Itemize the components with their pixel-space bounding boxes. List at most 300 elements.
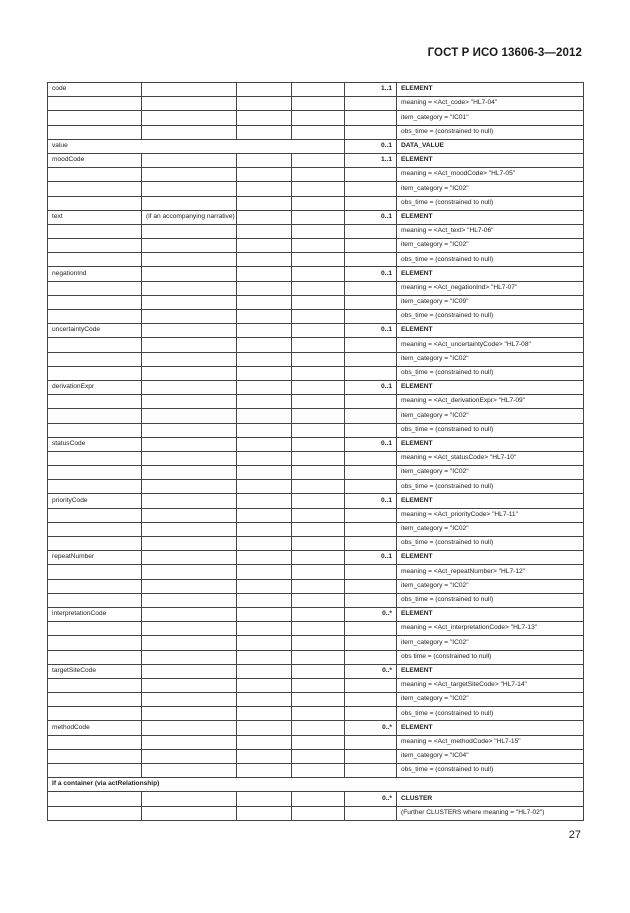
blank-cell bbox=[292, 324, 345, 338]
blank-cell bbox=[292, 224, 345, 238]
condition-cell bbox=[142, 224, 237, 238]
condition-cell bbox=[142, 153, 237, 167]
rim-attribute-cell bbox=[48, 735, 142, 749]
table-row bbox=[48, 295, 584, 309]
blank-cell bbox=[237, 423, 292, 437]
blank-cell bbox=[292, 253, 345, 267]
blank-cell bbox=[237, 451, 292, 465]
blank-cell bbox=[237, 153, 292, 167]
cardinality-cell bbox=[345, 806, 397, 820]
en13606-spec-cell: (Further CLUSTERS where meaning = "HL7-02") bbox=[397, 806, 584, 820]
rim-attribute-cell bbox=[48, 338, 142, 352]
cardinality-cell bbox=[345, 678, 397, 692]
blank-cell bbox=[237, 310, 292, 324]
en13606-spec-cell: ELEMENT bbox=[397, 380, 584, 394]
rim-attribute-cell bbox=[48, 239, 142, 253]
blank-cell bbox=[237, 409, 292, 423]
en13606-spec-cell: meaning = <Act_statusCode> "HL7-10" bbox=[397, 451, 584, 465]
blank-cell bbox=[237, 593, 292, 607]
table-row bbox=[48, 792, 584, 806]
rim-attribute-cell: value bbox=[48, 139, 345, 153]
blank-cell bbox=[292, 210, 345, 224]
blank-cell bbox=[292, 593, 345, 607]
condition-cell bbox=[142, 565, 237, 579]
condition-cell bbox=[142, 636, 237, 650]
condition-cell bbox=[142, 551, 237, 565]
cardinality-cell bbox=[345, 97, 397, 111]
condition-cell bbox=[142, 196, 237, 210]
blank-cell bbox=[292, 239, 345, 253]
rim-attribute-cell bbox=[48, 565, 142, 579]
rim-attribute-cell bbox=[48, 764, 142, 778]
table-row bbox=[48, 721, 584, 735]
en13606-spec-cell: obs time = (constrained to null) bbox=[397, 650, 584, 664]
condition-cell bbox=[142, 508, 237, 522]
cardinality-cell bbox=[345, 395, 397, 409]
rim-attribute-cell bbox=[48, 253, 142, 267]
condition-cell bbox=[142, 267, 237, 281]
cardinality-cell bbox=[345, 451, 397, 465]
rim-attribute-cell bbox=[48, 622, 142, 636]
blank-cell bbox=[237, 735, 292, 749]
condition-cell bbox=[142, 239, 237, 253]
en13606-spec-cell: obs_time = (constrained to null) bbox=[397, 764, 584, 778]
condition-cell: (if an accompanying narrative) bbox=[142, 210, 237, 224]
blank-cell bbox=[292, 537, 345, 551]
blank-cell bbox=[292, 267, 345, 281]
table-row bbox=[48, 153, 584, 167]
cardinality-cell bbox=[345, 764, 397, 778]
cardinality-cell: 1..1 bbox=[345, 83, 397, 97]
blank-cell bbox=[292, 678, 345, 692]
table-row bbox=[48, 423, 584, 437]
blank-cell bbox=[237, 650, 292, 664]
table-row bbox=[48, 537, 584, 551]
table-row bbox=[48, 451, 584, 465]
condition-cell bbox=[142, 721, 237, 735]
en13606-spec-cell: ELEMENT bbox=[397, 551, 584, 565]
table-row bbox=[48, 409, 584, 423]
en13606-spec-cell: ELEMENT bbox=[397, 721, 584, 735]
table-row bbox=[48, 437, 584, 451]
rim-attribute-cell: negationInd bbox=[48, 267, 142, 281]
blank-cell bbox=[292, 366, 345, 380]
rim-attribute-cell bbox=[48, 508, 142, 522]
cardinality-cell bbox=[345, 565, 397, 579]
blank-cell bbox=[237, 224, 292, 238]
blank-cell bbox=[237, 281, 292, 295]
rim-attribute-cell bbox=[48, 650, 142, 664]
table-row bbox=[48, 693, 584, 707]
table-row bbox=[48, 281, 584, 295]
condition-cell bbox=[142, 522, 237, 536]
rim-attribute-cell bbox=[48, 395, 142, 409]
table-row bbox=[48, 494, 584, 508]
condition-cell bbox=[142, 678, 237, 692]
table-row bbox=[48, 678, 584, 692]
en13606-spec-cell: item_category = "IC02" bbox=[397, 693, 584, 707]
cardinality-cell bbox=[345, 650, 397, 664]
condition-cell bbox=[142, 83, 237, 97]
blank-cell bbox=[237, 579, 292, 593]
en13606-spec-cell: obs_time = (constrained to null) bbox=[397, 537, 584, 551]
blank-cell bbox=[292, 707, 345, 721]
cardinality-cell bbox=[345, 579, 397, 593]
blank-cell bbox=[237, 196, 292, 210]
rim-attribute-cell: repeatNumber bbox=[48, 551, 142, 565]
en13606-spec-cell: meaning = <Act_text> "HL7-06" bbox=[397, 224, 584, 238]
condition-cell bbox=[142, 735, 237, 749]
cardinality-cell bbox=[345, 253, 397, 267]
table-row bbox=[48, 622, 584, 636]
blank-cell bbox=[237, 338, 292, 352]
blank-cell bbox=[237, 267, 292, 281]
rim-attribute-cell bbox=[48, 295, 142, 309]
blank-cell bbox=[292, 565, 345, 579]
cardinality-cell bbox=[345, 239, 397, 253]
rim-attribute-cell bbox=[48, 366, 142, 380]
rim-attribute-cell bbox=[48, 352, 142, 366]
blank-cell bbox=[237, 437, 292, 451]
table-row bbox=[48, 508, 584, 522]
rim-attribute-cell bbox=[48, 593, 142, 607]
blank-cell bbox=[237, 97, 292, 111]
blank-cell bbox=[237, 182, 292, 196]
table-row bbox=[48, 395, 584, 409]
table-row bbox=[48, 579, 584, 593]
rim-attribute-cell: text bbox=[48, 210, 142, 224]
condition-cell bbox=[142, 466, 237, 480]
rim-attribute-cell bbox=[48, 409, 142, 423]
blank-cell bbox=[292, 735, 345, 749]
table-row bbox=[48, 664, 584, 678]
blank-cell bbox=[237, 565, 292, 579]
cardinality-cell: 0..* bbox=[345, 607, 397, 621]
blank-cell bbox=[237, 707, 292, 721]
cardinality-cell bbox=[345, 423, 397, 437]
rim-attribute-cell bbox=[48, 806, 142, 820]
condition-cell bbox=[142, 593, 237, 607]
cardinality-cell bbox=[345, 749, 397, 763]
blank-cell bbox=[292, 409, 345, 423]
rim-attribute-cell: interpretationCode bbox=[48, 607, 142, 621]
blank-cell bbox=[292, 182, 345, 196]
blank-cell bbox=[237, 295, 292, 309]
cardinality-cell bbox=[345, 182, 397, 196]
condition-cell bbox=[142, 693, 237, 707]
blank-cell bbox=[292, 83, 345, 97]
blank-cell bbox=[237, 466, 292, 480]
cardinality-cell bbox=[345, 480, 397, 494]
en13606-spec-cell: item_category = "IC02" bbox=[397, 352, 584, 366]
rim-attribute-cell bbox=[48, 423, 142, 437]
rim-attribute-cell bbox=[48, 522, 142, 536]
blank-cell bbox=[292, 395, 345, 409]
blank-cell bbox=[292, 295, 345, 309]
rim-attribute-cell: priorityCode bbox=[48, 494, 142, 508]
condition-cell bbox=[142, 168, 237, 182]
rim-attribute-cell bbox=[48, 196, 142, 210]
en13606-spec-cell: obs_time = (constrained to null) bbox=[397, 707, 584, 721]
blank-cell bbox=[292, 466, 345, 480]
table-row bbox=[48, 267, 584, 281]
blank-cell bbox=[292, 494, 345, 508]
cardinality-cell bbox=[345, 593, 397, 607]
condition-cell bbox=[142, 806, 237, 820]
en13606-spec-cell: ELEMENT bbox=[397, 664, 584, 678]
blank-cell bbox=[237, 253, 292, 267]
en13606-spec-cell: ELEMENT bbox=[397, 324, 584, 338]
rim-attribute-cell: derivationExpr bbox=[48, 380, 142, 394]
blank-cell bbox=[292, 423, 345, 437]
blank-cell bbox=[292, 622, 345, 636]
blank-cell bbox=[292, 153, 345, 167]
blank-cell bbox=[237, 380, 292, 394]
blank-cell bbox=[237, 636, 292, 650]
blank-cell bbox=[237, 324, 292, 338]
rim-attribute-cell bbox=[48, 281, 142, 295]
condition-cell bbox=[142, 749, 237, 763]
cardinality-cell bbox=[345, 508, 397, 522]
condition-cell bbox=[142, 324, 237, 338]
blank-cell bbox=[237, 508, 292, 522]
en13606-spec-cell: ELEMENT bbox=[397, 153, 584, 167]
table-row bbox=[48, 111, 584, 125]
blank-cell bbox=[237, 664, 292, 678]
blank-cell bbox=[237, 366, 292, 380]
en13606-spec-cell: ELEMENT bbox=[397, 210, 584, 224]
condition-cell bbox=[142, 494, 237, 508]
blank-cell bbox=[237, 352, 292, 366]
table-row bbox=[48, 338, 584, 352]
rim-attribute-cell: statusCode bbox=[48, 437, 142, 451]
rim-attribute-cell: targetSiteCode bbox=[48, 664, 142, 678]
condition-cell bbox=[142, 182, 237, 196]
cardinality-cell bbox=[345, 111, 397, 125]
table-row bbox=[48, 324, 584, 338]
blank-cell bbox=[292, 721, 345, 735]
condition-cell bbox=[142, 111, 237, 125]
table-row bbox=[48, 210, 584, 224]
table-row bbox=[48, 239, 584, 253]
rim-attribute-cell: code bbox=[48, 83, 142, 97]
rim-attribute-cell bbox=[48, 168, 142, 182]
table-row bbox=[48, 352, 584, 366]
rim-attribute-cell bbox=[48, 480, 142, 494]
condition-cell bbox=[142, 281, 237, 295]
table-row bbox=[48, 366, 584, 380]
en13606-spec-cell: item_category = "IC02" bbox=[397, 636, 584, 650]
cardinality-cell bbox=[345, 310, 397, 324]
table-row bbox=[48, 764, 584, 778]
table-row bbox=[48, 168, 584, 182]
cardinality-cell bbox=[345, 622, 397, 636]
rim-attribute-cell bbox=[48, 310, 142, 324]
en13606-spec-cell: item_category = "IC04" bbox=[397, 749, 584, 763]
blank-cell bbox=[237, 395, 292, 409]
table-row bbox=[48, 522, 584, 536]
cardinality-cell: 0..1 bbox=[345, 437, 397, 451]
cardinality-cell bbox=[345, 281, 397, 295]
cardinality-cell: 0..* bbox=[345, 664, 397, 678]
cardinality-cell bbox=[345, 352, 397, 366]
blank-cell bbox=[237, 806, 292, 820]
blank-cell bbox=[292, 338, 345, 352]
condition-cell bbox=[142, 423, 237, 437]
en13606-spec-cell: ELEMENT bbox=[397, 494, 584, 508]
blank-cell bbox=[237, 792, 292, 806]
table-row bbox=[48, 97, 584, 111]
condition-cell bbox=[142, 622, 237, 636]
condition-cell bbox=[142, 792, 237, 806]
blank-cell bbox=[237, 749, 292, 763]
cardinality-cell bbox=[345, 338, 397, 352]
en13606-spec-cell: meaning = <Act_negationInd> "HL7-07" bbox=[397, 281, 584, 295]
table-row bbox=[48, 593, 584, 607]
en13606-spec-cell: obs_time = (constrained to null) bbox=[397, 593, 584, 607]
blank-cell bbox=[292, 111, 345, 125]
en13606-spec-cell: item_category = "IC01" bbox=[397, 111, 584, 125]
rim-attribute-cell bbox=[48, 537, 142, 551]
cardinality-cell bbox=[345, 466, 397, 480]
cardinality-cell bbox=[345, 366, 397, 380]
en13606-spec-cell: DATA_VALUE bbox=[397, 139, 584, 153]
en13606-spec-cell: meaning = <Act_uncertaintyCode> "HL7-08" bbox=[397, 338, 584, 352]
blank-cell bbox=[292, 97, 345, 111]
rim-attribute-cell bbox=[48, 678, 142, 692]
blank-cell bbox=[237, 210, 292, 224]
cardinality-cell: 0..1 bbox=[345, 210, 397, 224]
en13606-spec-cell: meaning = <Act_code> "HL7-04" bbox=[397, 97, 584, 111]
table-row bbox=[48, 83, 584, 97]
blank-cell bbox=[237, 494, 292, 508]
cardinality-cell: 0..1 bbox=[345, 380, 397, 394]
rim-attribute-cell bbox=[48, 111, 142, 125]
mapping-table bbox=[47, 82, 584, 821]
blank-cell bbox=[292, 168, 345, 182]
blank-cell bbox=[292, 693, 345, 707]
rim-attribute-cell bbox=[48, 693, 142, 707]
condition-cell bbox=[142, 366, 237, 380]
condition-cell bbox=[142, 451, 237, 465]
condition-cell bbox=[142, 664, 237, 678]
cardinality-cell bbox=[345, 196, 397, 210]
blank-cell bbox=[237, 678, 292, 692]
condition-cell bbox=[142, 395, 237, 409]
table-row bbox=[48, 253, 584, 267]
cardinality-cell bbox=[345, 295, 397, 309]
blank-cell bbox=[237, 693, 292, 707]
cardinality-cell bbox=[345, 636, 397, 650]
condition-cell bbox=[142, 537, 237, 551]
en13606-spec-cell: obs_time = (constrained to null) bbox=[397, 480, 584, 494]
mapping-table-body bbox=[48, 83, 584, 821]
blank-cell bbox=[237, 111, 292, 125]
blank-cell bbox=[292, 437, 345, 451]
blank-cell bbox=[237, 522, 292, 536]
blank-cell bbox=[292, 664, 345, 678]
condition-cell bbox=[142, 338, 237, 352]
en13606-spec-cell: item_category = "IC02" bbox=[397, 522, 584, 536]
table-row bbox=[48, 380, 584, 394]
rim-attribute-cell bbox=[48, 224, 142, 238]
condition-cell bbox=[142, 480, 237, 494]
en13606-spec-cell: meaning = <Act_derivationExpr> "HL7-09" bbox=[397, 395, 584, 409]
rim-attribute-cell bbox=[48, 707, 142, 721]
rim-attribute-cell bbox=[48, 579, 142, 593]
cardinality-cell: 0..* bbox=[345, 721, 397, 735]
table-row bbox=[48, 125, 584, 139]
en13606-spec-cell: ELEMENT bbox=[397, 83, 584, 97]
cardinality-cell bbox=[345, 707, 397, 721]
en13606-spec-cell: ELEMENT bbox=[397, 267, 584, 281]
blank-cell bbox=[237, 607, 292, 621]
cardinality-cell bbox=[345, 168, 397, 182]
cardinality-cell: 0..1 bbox=[345, 551, 397, 565]
cardinality-cell bbox=[345, 409, 397, 423]
blank-cell bbox=[292, 125, 345, 139]
en13606-spec-cell: ELEMENT bbox=[397, 437, 584, 451]
condition-cell bbox=[142, 764, 237, 778]
cardinality-cell: 0..* bbox=[345, 792, 397, 806]
condition-cell bbox=[142, 607, 237, 621]
en13606-spec-cell: meaning = <Act_targetSiteCode> "HL7-14" bbox=[397, 678, 584, 692]
table-row bbox=[48, 806, 584, 820]
en13606-spec-cell: item_category = "IC02" bbox=[397, 579, 584, 593]
blank-cell bbox=[292, 636, 345, 650]
cardinality-cell: 0..1 bbox=[345, 494, 397, 508]
condition-cell bbox=[142, 437, 237, 451]
table-row bbox=[48, 565, 584, 579]
en13606-spec-cell: obs_time = (constrained to null) bbox=[397, 423, 584, 437]
cardinality-cell bbox=[345, 522, 397, 536]
cardinality-cell bbox=[345, 224, 397, 238]
blank-cell bbox=[237, 480, 292, 494]
blank-cell bbox=[292, 579, 345, 593]
blank-cell bbox=[292, 352, 345, 366]
table-row bbox=[48, 650, 584, 664]
condition-cell bbox=[142, 253, 237, 267]
en13606-spec-cell: meaning = <Act_methodCode> "HL7-15" bbox=[397, 735, 584, 749]
blank-cell bbox=[292, 551, 345, 565]
table-row bbox=[48, 749, 584, 763]
rim-attribute-cell bbox=[48, 466, 142, 480]
blank-cell bbox=[237, 125, 292, 139]
cardinality-cell bbox=[345, 693, 397, 707]
en13606-spec-cell: meaning = <Act_priorityCode> "HL7-11" bbox=[397, 508, 584, 522]
blank-cell bbox=[237, 168, 292, 182]
en13606-spec-cell: item_category = "IC09" bbox=[397, 295, 584, 309]
blank-cell bbox=[292, 764, 345, 778]
blank-cell bbox=[292, 508, 345, 522]
en13606-spec-cell: obs_time = (constrained to null) bbox=[397, 196, 584, 210]
table-row bbox=[48, 310, 584, 324]
condition-cell bbox=[142, 409, 237, 423]
page-number: 27 bbox=[568, 829, 581, 841]
en13606-spec-cell: item_category = "IC02" bbox=[397, 466, 584, 480]
condition-cell bbox=[142, 352, 237, 366]
table-row bbox=[48, 636, 584, 650]
blank-cell bbox=[237, 537, 292, 551]
condition-cell bbox=[142, 380, 237, 394]
en13606-spec-cell: item_category = "IC02" bbox=[397, 239, 584, 253]
blank-cell bbox=[292, 607, 345, 621]
cardinality-cell: 0..1 bbox=[345, 324, 397, 338]
en13606-spec-cell: obs_time = (constrained to null) bbox=[397, 310, 584, 324]
document-standard-code: ГОСТ Р ИСО 13606-3—2012 bbox=[427, 47, 582, 59]
rim-attribute-cell bbox=[48, 636, 142, 650]
blank-cell bbox=[237, 83, 292, 97]
